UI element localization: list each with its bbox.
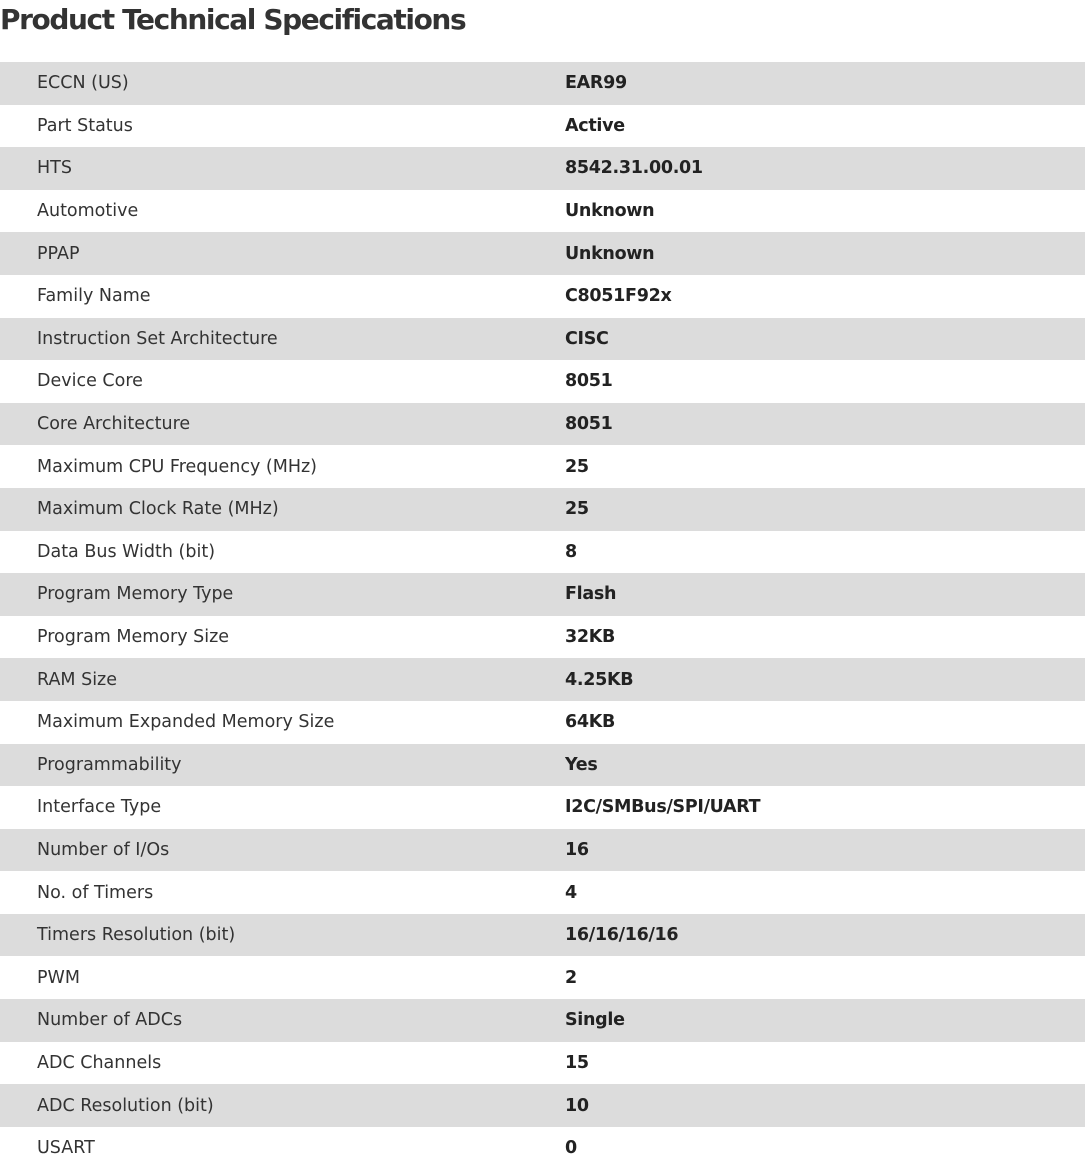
spec-label: USART	[0, 1127, 565, 1169]
spec-value: 16/16/16/16	[565, 914, 1085, 957]
spec-value: CISC	[565, 318, 1085, 361]
spec-label: Instruction Set Architecture	[0, 318, 565, 361]
spec-label: Interface Type	[0, 786, 565, 829]
spec-label: Device Core	[0, 360, 565, 403]
spec-value: C8051F92x	[565, 275, 1085, 318]
table-row	[0, 360, 1085, 403]
spec-value: Unknown	[565, 190, 1085, 233]
spec-value: 8	[565, 531, 1085, 574]
spec-value: Active	[565, 105, 1085, 148]
table-row	[0, 616, 1085, 659]
table-row	[0, 531, 1085, 574]
spec-table	[0, 62, 1085, 1169]
table-row	[0, 658, 1085, 701]
table-row	[0, 701, 1085, 744]
spec-label: Number of I/Os	[0, 829, 565, 872]
spec-label: Maximum Expanded Memory Size	[0, 701, 565, 744]
table-row	[0, 956, 1085, 999]
table-row	[0, 403, 1085, 446]
spec-value: 8542.31.00.01	[565, 147, 1085, 190]
table-row	[0, 744, 1085, 787]
spec-label: No. of Timers	[0, 871, 565, 914]
spec-label: HTS	[0, 147, 565, 190]
spec-label: Timers Resolution (bit)	[0, 914, 565, 957]
spec-label: Maximum Clock Rate (MHz)	[0, 488, 565, 531]
table-row	[0, 1084, 1085, 1127]
spec-label: RAM Size	[0, 658, 565, 701]
spec-label: PWM	[0, 956, 565, 999]
table-row	[0, 1042, 1085, 1085]
spec-label: Core Architecture	[0, 403, 565, 446]
spec-value: Unknown	[565, 232, 1085, 275]
table-row	[0, 105, 1085, 148]
table-row	[0, 147, 1085, 190]
spec-value: I2C/SMBus/SPI/UART	[565, 786, 1085, 829]
spec-label: ADC Channels	[0, 1042, 565, 1085]
spec-value: 16	[565, 829, 1085, 872]
table-row	[0, 786, 1085, 829]
spec-value: EAR99	[565, 62, 1085, 105]
table-row	[0, 275, 1085, 318]
spec-value: Yes	[565, 744, 1085, 787]
spec-value: 25	[565, 445, 1085, 488]
table-row	[0, 871, 1085, 914]
table-row	[0, 190, 1085, 233]
spec-label: ECCN (US)	[0, 62, 565, 105]
spec-label: Data Bus Width (bit)	[0, 531, 565, 574]
table-row	[0, 62, 1085, 105]
spec-value: 0	[565, 1127, 1085, 1169]
spec-label: Programmability	[0, 744, 565, 787]
table-row	[0, 914, 1085, 957]
spec-label: ADC Resolution (bit)	[0, 1084, 565, 1127]
spec-label: Number of ADCs	[0, 999, 565, 1042]
spec-label: PPAP	[0, 232, 565, 275]
table-row	[0, 318, 1085, 361]
spec-value: 4	[565, 871, 1085, 914]
spec-value: 4.25KB	[565, 658, 1085, 701]
table-row	[0, 999, 1085, 1042]
spec-value: Flash	[565, 573, 1085, 616]
spec-value: Single	[565, 999, 1085, 1042]
spec-value: 15	[565, 1042, 1085, 1085]
spec-label: Program Memory Size	[0, 616, 565, 659]
spec-value: 10	[565, 1084, 1085, 1127]
spec-value: 2	[565, 956, 1085, 999]
table-row	[0, 488, 1085, 531]
spec-label: Automotive	[0, 190, 565, 233]
spec-label: Program Memory Type	[0, 573, 565, 616]
table-row	[0, 573, 1085, 616]
spec-label: Part Status	[0, 105, 565, 148]
page-title: Product Technical Specifications	[0, 3, 466, 36]
table-row	[0, 232, 1085, 275]
table-row	[0, 445, 1085, 488]
spec-value: 32KB	[565, 616, 1085, 659]
spec-value: 64KB	[565, 701, 1085, 744]
table-row	[0, 829, 1085, 872]
spec-value: 8051	[565, 403, 1085, 446]
spec-value: 8051	[565, 360, 1085, 403]
spec-label: Maximum CPU Frequency (MHz)	[0, 445, 565, 488]
spec-table-body	[0, 62, 1085, 1169]
spec-label: Family Name	[0, 275, 565, 318]
spec-value: 25	[565, 488, 1085, 531]
